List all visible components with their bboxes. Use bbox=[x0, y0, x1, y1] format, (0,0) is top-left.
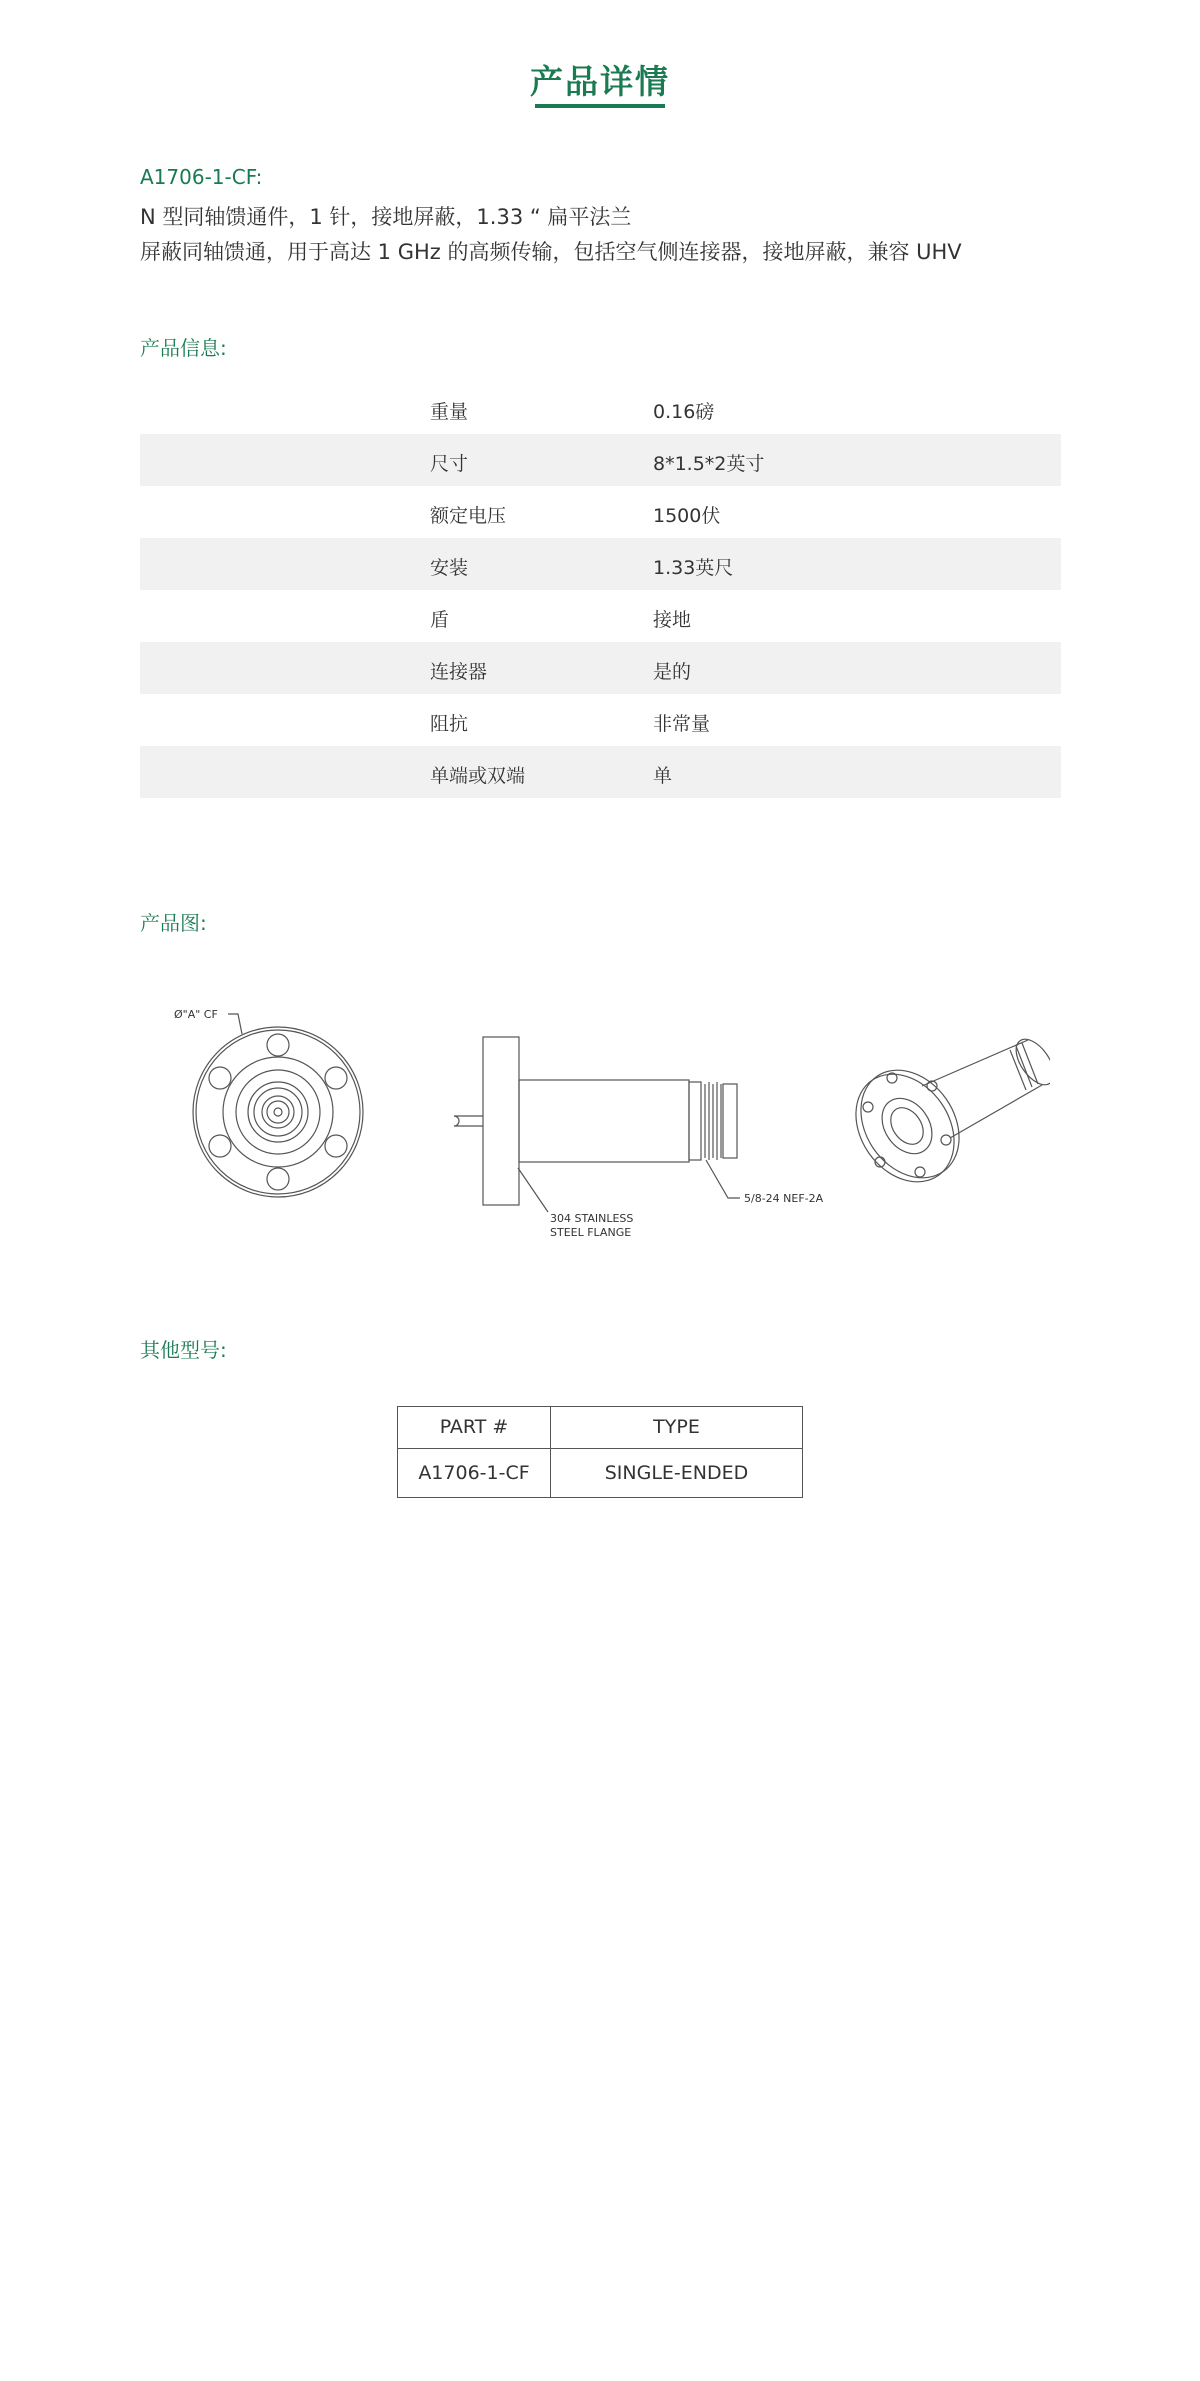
spec-row-ended bbox=[140, 746, 1061, 798]
spec-value: 非常量 bbox=[653, 713, 711, 735]
isometric-view bbox=[836, 1033, 1050, 1201]
spec-value: 1.33英尺 bbox=[653, 557, 734, 579]
product-drawing bbox=[150, 990, 1050, 1250]
spec-row-mounting bbox=[140, 538, 1061, 590]
description-line-2: 屏蔽同轴馈通，用于高达 1 GHz 的高频传输，包括空气侧连接器，接地屏蔽，兼容 UHV bbox=[140, 240, 962, 264]
spec-value: 0.16磅 bbox=[653, 401, 715, 423]
table-header-part: PART # bbox=[439, 1416, 509, 1438]
flange-material-label-1: 304 STAINLESS bbox=[550, 1212, 634, 1225]
spec-key: 重量 bbox=[430, 401, 469, 423]
table-header-type: TYPE bbox=[653, 1416, 700, 1438]
spec-key: 单端或双端 bbox=[430, 765, 526, 787]
other-models-heading: 其他型号: bbox=[140, 1338, 227, 1362]
spec-value: 单 bbox=[653, 765, 673, 787]
product-info-heading: 产品信息: bbox=[140, 336, 227, 360]
table-cell-type: SINGLE-ENDED bbox=[604, 1462, 749, 1484]
product-image-heading: 产品图: bbox=[140, 911, 207, 935]
table-cell-part: A1706-1-CF bbox=[418, 1462, 530, 1484]
spec-key: 盾 bbox=[430, 609, 450, 631]
model-number: A1706-1-CF: bbox=[140, 165, 263, 189]
spec-value: 1500伏 bbox=[653, 505, 721, 527]
thread-label: 5/8-24 NEF-2A bbox=[744, 1192, 824, 1205]
page-title: 产品详情 bbox=[530, 62, 670, 101]
flange-dimension-label: Ø"A" CF bbox=[174, 1008, 218, 1021]
spec-key: 安装 bbox=[430, 557, 469, 579]
description-line-1: N 型同轴馈通件，1 针，接地屏蔽，1.33 “ 扁平法兰 bbox=[140, 205, 632, 229]
title-underline bbox=[535, 104, 665, 108]
table-divider-horizontal bbox=[398, 1448, 802, 1449]
spec-row-shield bbox=[140, 590, 1061, 642]
spec-value: 接地 bbox=[653, 609, 692, 631]
flange-material-label-2: STEEL FLANGE bbox=[550, 1226, 632, 1239]
spec-value: 8*1.5*2英寸 bbox=[653, 453, 765, 475]
spec-row-connector bbox=[140, 642, 1061, 694]
spec-row-weight bbox=[140, 382, 1061, 434]
spec-key: 连接器 bbox=[430, 661, 488, 683]
spec-value: 是的 bbox=[653, 661, 692, 683]
spec-key: 额定电压 bbox=[430, 505, 507, 527]
spec-row-size bbox=[140, 434, 1061, 486]
front-view-flange bbox=[193, 1014, 363, 1197]
spec-table bbox=[140, 382, 1061, 798]
side-view bbox=[454, 1037, 740, 1212]
spec-key: 尺寸 bbox=[430, 453, 469, 475]
spec-row-voltage bbox=[140, 486, 1061, 538]
spec-row-impedance bbox=[140, 694, 1061, 746]
spec-key: 阻抗 bbox=[430, 713, 469, 735]
part-table bbox=[397, 1406, 803, 1498]
